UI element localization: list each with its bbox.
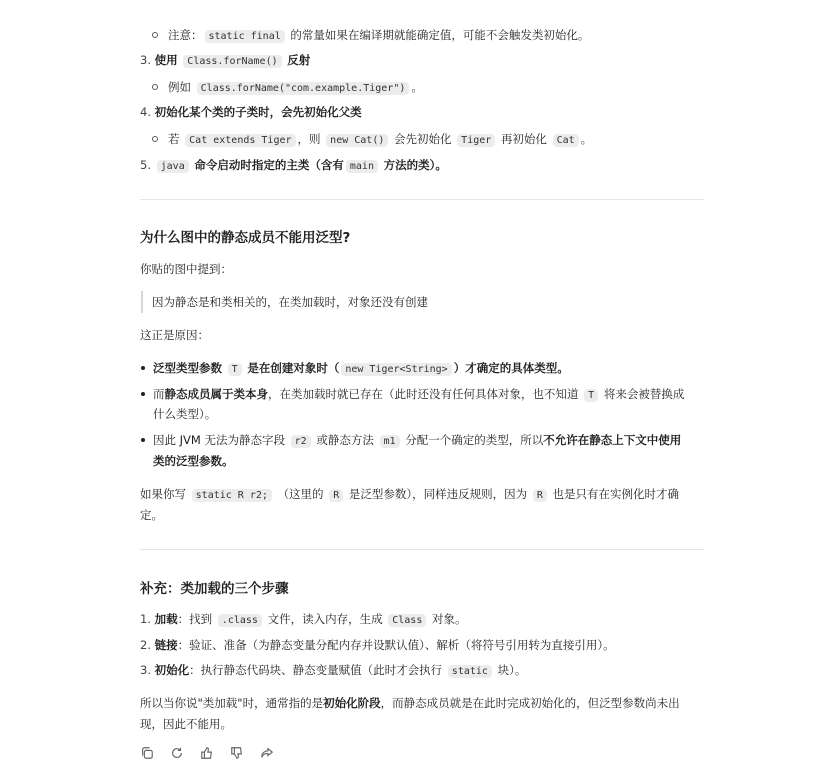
divider <box>140 199 704 200</box>
inline-code: Class <box>388 614 426 627</box>
inline-code: R <box>533 489 547 502</box>
inline-code: Tiger <box>457 134 495 147</box>
bullet-icon <box>141 438 145 442</box>
inline-code: r2 <box>291 435 311 448</box>
inline-code: Class.forName() <box>183 55 281 68</box>
inline-code: new Tiger<String> <box>341 363 451 376</box>
inline-code: R <box>329 489 343 502</box>
inline-code: Class.forName("com.example.Tiger") <box>197 82 410 95</box>
bullet-icon <box>141 366 145 370</box>
message-actions <box>140 746 276 762</box>
thumbs-up-icon[interactable] <box>200 746 216 762</box>
inline-code: T <box>228 363 242 376</box>
inline-code: static R r2; <box>192 489 272 502</box>
step-item: 2. 链接：验证、准备（为静态变量分配内存并设默认值）、解析（将符号引用转为直接引用）。 <box>140 638 615 652</box>
paragraph: 所以当你说"类加载"时，通常指的是初始化阶段，而静态成员就是在此时完成初始化的，但泛型参数尚未出 <box>140 696 680 710</box>
hollow-bullet-icon <box>152 32 158 38</box>
paragraph: 如果你写 static R r2; （这里的 R 是泛型参数），同样违反规则，因为 R 也是只有在实例化时才确 <box>140 487 679 501</box>
note-line: 注意： static final 的常量如果在编译期就能确定值，可能不会触发类初始化。 <box>152 26 589 46</box>
list-item: 泛型类型参数 T 是在创建对象时（ new Tiger<String> ）才确定的具体类型。 <box>153 361 569 375</box>
list-item-3-sub: 例如 Class.forName("com.example.Tiger") 。 <box>152 78 423 98</box>
step-item: 1. 加载：找到 .class 文件，读入内存，生成 Class 对象。 <box>140 612 467 626</box>
section-heading: 补充：类加载的三个步骤 <box>140 581 289 597</box>
bullet-icon <box>141 392 145 396</box>
inline-code: Cat extends Tiger <box>185 134 295 147</box>
section-heading: 为什么图中的静态成员不能用泛型? <box>140 230 351 246</box>
blockquote: 因为静态是和类相关的，在类加载时，对象还没有创建 <box>152 295 428 309</box>
inline-code: static final <box>205 30 285 43</box>
regenerate-icon[interactable] <box>170 746 186 762</box>
inline-code: main <box>346 160 378 173</box>
list-item-continuation: 什么类型）。 <box>153 407 217 421</box>
list-item-continuation: 类的泛型参数。 <box>153 454 234 468</box>
inline-code: Cat <box>553 134 579 147</box>
paragraph: 这正是原因： <box>140 328 209 342</box>
list-item-5: 5. java 命令启动时指定的主类（含有 main 方法的类）。 <box>140 158 447 172</box>
paragraph-continuation: 定。 <box>140 508 163 522</box>
copy-icon[interactable] <box>140 746 156 762</box>
list-item-3: 3. 使用 Class.forName() 反射 <box>140 53 311 67</box>
inline-code: static <box>448 665 492 678</box>
inline-code: T <box>584 389 598 402</box>
share-icon[interactable] <box>260 746 276 762</box>
list-item-4: 4. 初始化某个类的子类时，会先初始化父类 <box>140 105 362 119</box>
hollow-bullet-icon <box>152 84 158 90</box>
inline-code: .class <box>218 614 262 627</box>
inline-code: java <box>157 160 189 173</box>
hollow-bullet-icon <box>152 136 158 142</box>
divider <box>140 549 704 550</box>
step-item: 3. 初始化：执行静态代码块、静态变量赋值（此时才会执行 static 块）。 <box>140 663 527 677</box>
blockquote-bar <box>141 291 143 313</box>
inline-code: new Cat() <box>326 134 388 147</box>
inline-code: m1 <box>380 435 400 448</box>
list-item: 因此 JVM 无法为静态字段 r2 或静态方法 m1 分配一个确定的类型，所以不允许在静态上下文中使用 <box>153 433 682 447</box>
list-item-4-sub: 若 Cat extends Tiger ，则 new Cat() 会先初始化 Tiger 再初始化 Cat 。 <box>152 130 592 150</box>
paragraph: 你贴的图中提到： <box>140 262 232 276</box>
list-item: 而静态成员属于类本身，在类加载时就已存在（此时还没有任何具体对象，也不知道 T 将来会被替换成 <box>153 387 685 401</box>
thumbs-down-icon[interactable] <box>230 746 246 762</box>
paragraph-continuation: 现，因此不能用。 <box>140 717 232 731</box>
